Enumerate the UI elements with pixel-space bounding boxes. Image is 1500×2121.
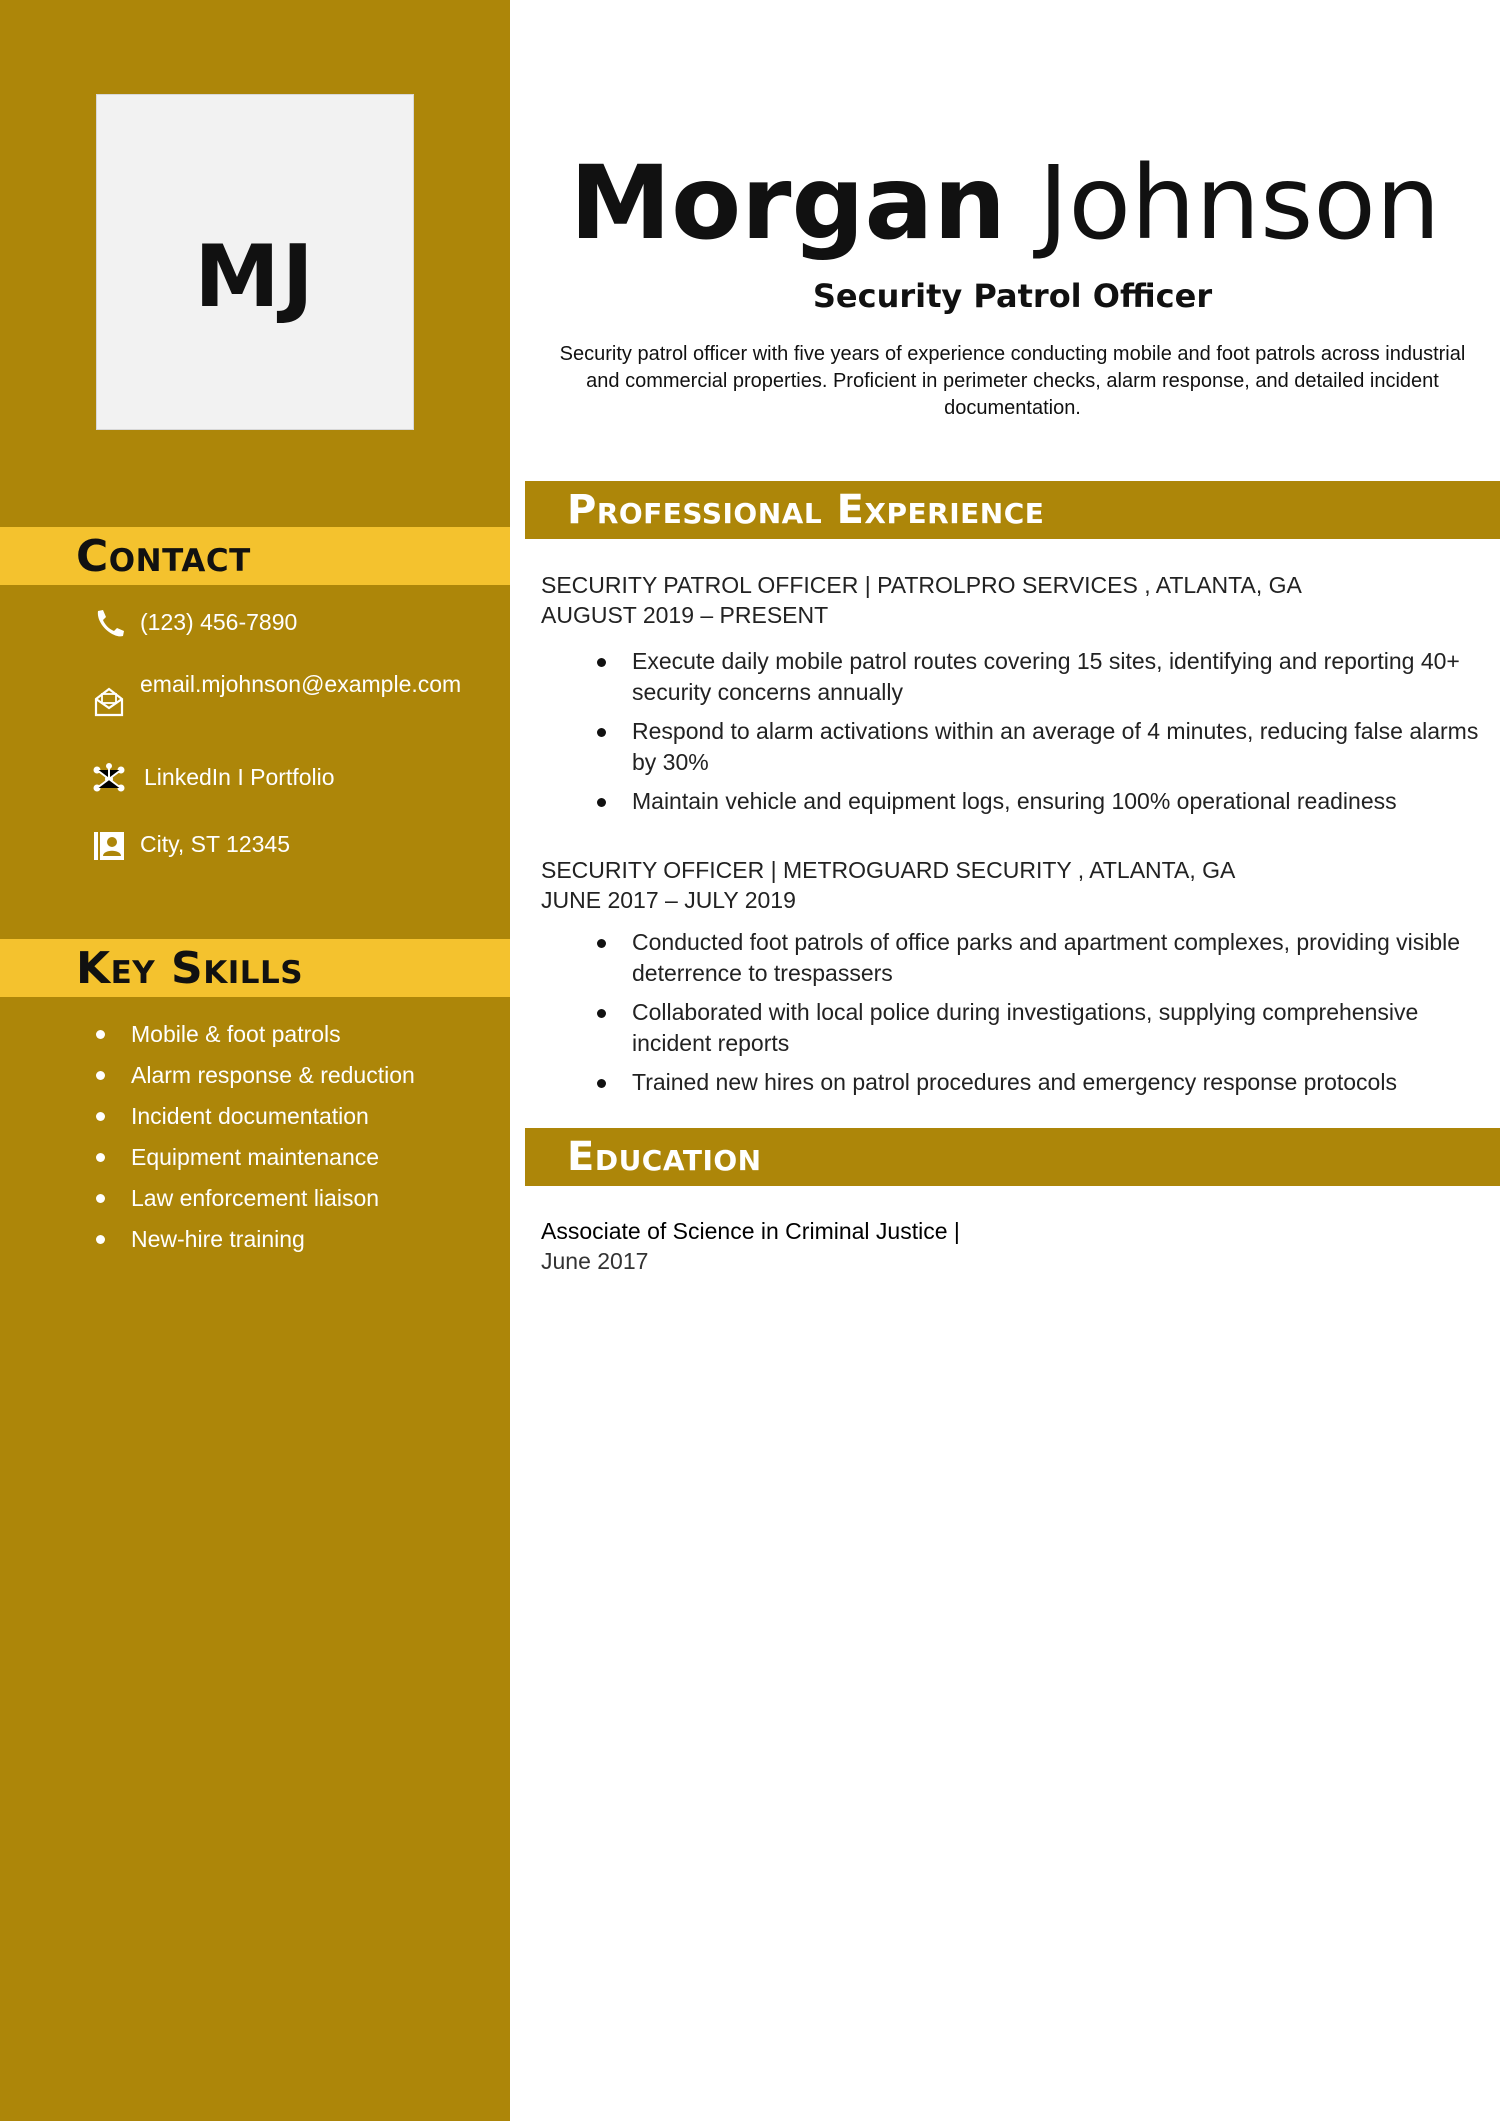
degree: Associate of Science in Criminal Justice | [541,1218,960,1244]
job-dates: AUGUST 2019 – PRESENT [541,602,829,628]
monogram-box [96,94,414,430]
contact-email[interactable] [92,670,470,718]
profile-summary: Security patrol officer with five years of experience conducting mobile and foot patrols across industrial and commercial properties. Proficient in perimeter checks, alarm response, and detailed incident documentation. [559,343,1466,419]
job-bullet: Trained new hires on patrol procedures and emergency response protocols [541,1067,1481,1098]
skills-heading-band [0,939,510,997]
job-bullets [541,646,1481,817]
skill-item: New-hire training [96,1219,415,1260]
skills-list [96,1014,415,1260]
job-title: Security Patrol Officer [812,277,1213,315]
network-icon [92,763,126,795]
job-dates: JUNE 2017 – JULY 2019 [541,887,796,913]
job-entry [541,570,1481,825]
skill-item: Alarm response & reduction [96,1055,415,1096]
phone-number[interactable]: (123) 456-7890 [140,609,298,635]
phone-icon [92,608,126,640]
skill-item: Mobile & foot patrols [96,1014,415,1055]
contact-heading: Contact [76,530,251,582]
education-heading-band [525,1128,1500,1186]
job-header: SECURITY PATROL OFFICER | PATROLPRO SERVICES , ATLANTA, GA [541,572,1302,598]
contact-links[interactable] [92,763,474,795]
experience-heading: Professional Experience [567,487,1045,533]
contact-phone[interactable] [92,608,470,640]
job-bullets [541,927,1481,1098]
skill-item: Incident documentation [96,1096,415,1137]
job-bullet: Execute daily mobile patrol routes covering 15 sites, identifying and reporting 40+ security concerns annually [541,646,1481,708]
job-header: SECURITY OFFICER | METROGUARD SECURITY , ATLANTA, GA [541,857,1236,883]
email-address[interactable]: email.mjohnson@example.com [140,671,462,697]
address-book-icon [92,830,126,862]
job-bullet: Maintain vehicle and equipment logs, ensuring 100% operational readiness [541,786,1481,817]
candidate-name [510,144,1500,264]
linkedin-portfolio-link[interactable]: LinkedIn I Portfolio [144,764,335,790]
first-name: Morgan [569,144,1006,263]
last-name: Johnson [1038,144,1441,263]
location-text: City, ST 12345 [140,831,291,857]
monogram-initials: MJ [194,227,316,327]
skill-item: Equipment maintenance [96,1137,415,1178]
job-bullet: Conducted foot patrols of office parks and apartment complexes, providing visible deterrence to trespassers [541,927,1481,989]
job-entry [541,855,1481,1106]
job-bullet: Collaborated with local police during investigations, supplying comprehensive incident reports [541,997,1481,1059]
sidebar [0,0,510,2121]
contact-location [92,830,470,862]
email-icon [92,686,126,718]
job-bullet: Respond to alarm activations within an average of 4 minutes, reducing false alarms by 30% [541,716,1481,778]
education-heading: Education [567,1134,762,1180]
skill-item: Law enforcement liaison [96,1178,415,1219]
education-date: June 2017 [541,1248,649,1274]
skills-heading: Key Skills [76,942,304,994]
education-entry [541,1216,1441,1276]
experience-heading-band [525,481,1500,539]
contact-heading-band [0,527,510,585]
